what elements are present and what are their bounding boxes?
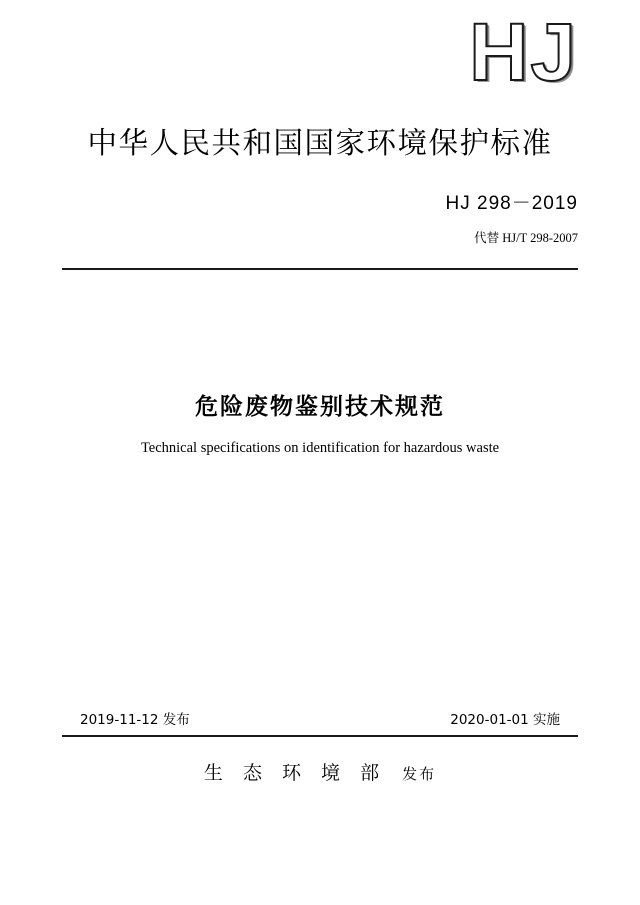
issuer-block [0,758,640,785]
issue-date: 2019-11-12 发布 [80,712,190,728]
effective-date: 2020-01-01 实施 [450,712,560,728]
document-title-chinese: 危险废物鉴别技术规范 [195,394,445,420]
issuer-verb: 发布 [402,765,437,783]
hj-logo-text: HJ [469,7,578,98]
standard-replaces-note: 代替 HJ/T 298-2007 [474,231,578,245]
hj-logo-block [469,7,578,98]
header-divider [62,268,578,270]
document-title-english: Technical specifications on identification for hazardous waste [140,440,500,456]
page-title: 中华人民共和国国家环境保护标准 [87,126,553,160]
footer-divider [62,735,578,737]
issuer-name: 生 态 环 境 部 [203,762,387,784]
standard-number: HJ 298－2019 [445,193,578,214]
